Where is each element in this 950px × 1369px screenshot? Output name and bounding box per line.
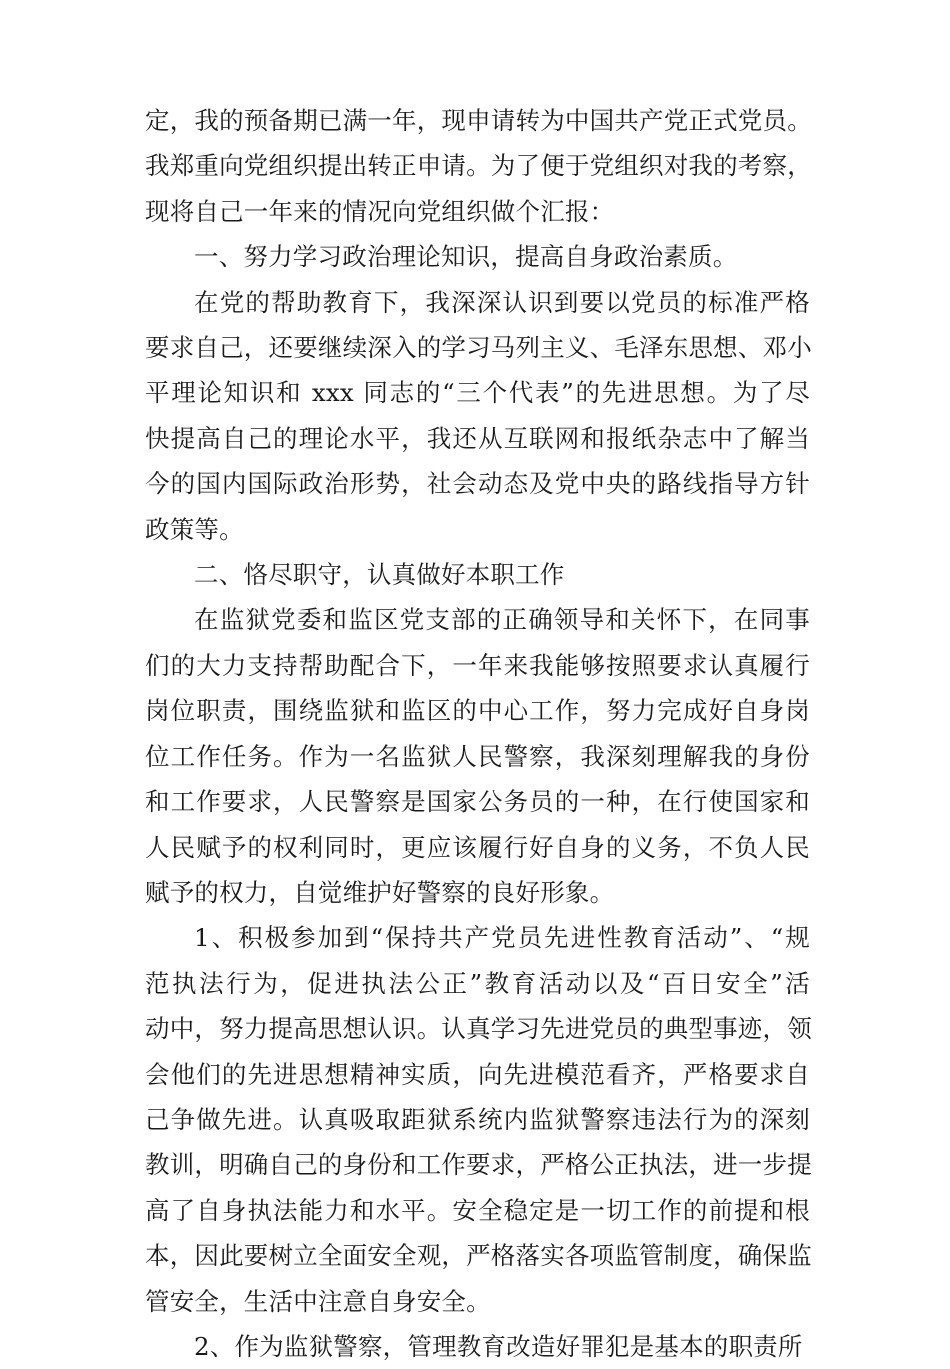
text-line: 政策等。 [145, 514, 244, 544]
text-line: 1、积极参加到“保持共产党员先进性教育活动”、“规 [194, 923, 810, 953]
text-line: 赋予的权力，自觉维护好警察的良好形象。 [145, 877, 615, 907]
text-line: 二、恪尽职守，认真做好本职工作 [194, 560, 565, 590]
paragraph [145, 1324, 810, 1369]
text-line: 一、努力学习政治理论知识，提高自身政治素质。 [194, 242, 738, 272]
paragraph [145, 552, 810, 597]
text-line: 高了自身执法能力和水平。安全稳定是一切工作的前提和根 [145, 1195, 810, 1225]
text-line: 今的国内国际政治形势，社会动态及党中央的路线指导方针 [145, 469, 810, 499]
text-line: 要求自己，还要继续深入的学习马列主义、毛泽东思想、邓小 [145, 333, 812, 363]
text-line: 2、作为监狱警察，管理教育改造好罪犯是基本的职责所 [194, 1331, 803, 1361]
text-line: 会他们的先进思想精神实质，向先进模范看齐，严格要求自 [145, 1059, 810, 1089]
text-line: 和工作要求，人民警察是国家公务员的一种，在行使国家和 [145, 787, 810, 817]
text-line: 管安全，生活中注意自身安全。 [145, 1286, 491, 1316]
paragraph [145, 98, 810, 234]
paragraph [145, 915, 810, 1324]
paragraph [145, 280, 810, 552]
text-line: 在监狱党委和监区党支部的正确领导和关怀下，在同事 [194, 605, 810, 635]
text-line: 动中，努力提高思想认识。认真学习先进党员的典型事迹，领 [145, 1014, 812, 1044]
text-line: 定，我的预备期已满一年，现申请转为中国共产党正式党员。 [145, 106, 812, 135]
text-line: 教训，明确自己的身份和工作要求，严格公正执法，进一步提 [145, 1150, 812, 1180]
paragraph [145, 597, 810, 915]
text-line: 位工作任务。作为一名监狱人民警察，我深刻理解我的身份 [145, 741, 810, 771]
text-line: 现将自己一年来的情况向党组织做个汇报： [145, 196, 615, 226]
text-line: 己争做先进。认真吸取距狱系统内监狱警察违法行为的深刻 [145, 1104, 810, 1134]
text-line: 范执法行为，促进执法公正”教育活动以及“百日安全”活 [145, 968, 810, 998]
text-line: 们的大力支持帮助配合下，一年来我能够按照要求认真履行 [145, 650, 810, 680]
text-line: 本，因此要树立全面安全观，严格落实各项监管制度，确保监 [145, 1241, 812, 1271]
text-line: 平理论知识和 xxx 同志的“三个代表”的先进思想。为了尽 [145, 378, 810, 408]
text-line: 岗位职责，围绕监狱和监区的中心工作，努力完成好自身岗 [145, 696, 810, 726]
document-body [145, 98, 810, 1369]
text-line: 快提高自己的理论水平，我还从互联网和报纸杂志中了解当 [145, 423, 810, 453]
paragraph [145, 234, 810, 279]
text-line: 在党的帮助教育下，我深深认识到要以党员的标准严格 [194, 287, 810, 317]
text-line: 人民赋予的权利同时，更应该履行好自身的义务，不负人民 [145, 832, 810, 862]
text-line: 我郑重向党组织提出转正申请。为了便于党组织对我的考察， [145, 151, 812, 181]
